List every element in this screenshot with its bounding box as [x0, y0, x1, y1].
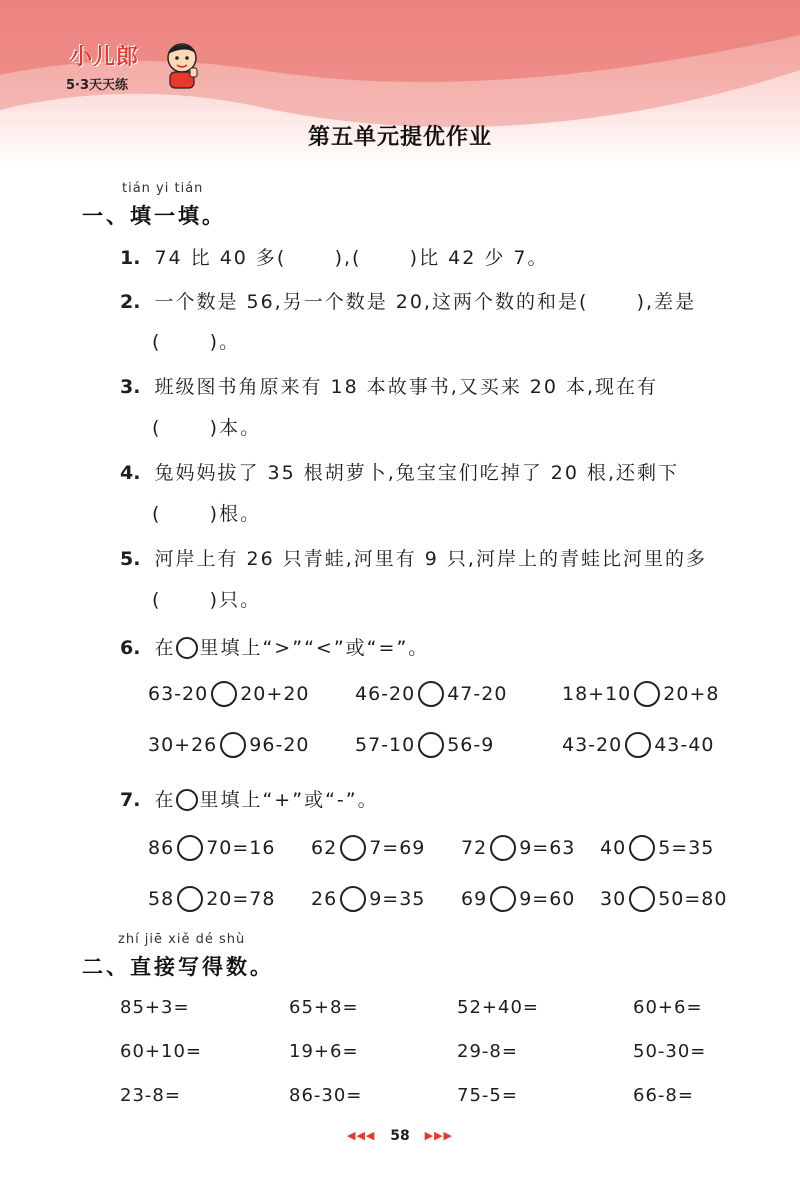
left-arrows-icon: ◀◀◀ — [346, 1129, 376, 1142]
calc-item: 19+6= — [289, 1041, 359, 1062]
question-number: 4. — [120, 462, 141, 484]
question-text: 河岸上有 26 只青蛙,河里有 9 只,河岸上的青蛙比河里的多 — [154, 548, 707, 570]
right-part: 50=80 — [658, 888, 728, 910]
question-number: 5. — [120, 548, 141, 570]
question-7 — [120, 785, 379, 812]
right-part: 9=35 — [369, 888, 426, 910]
answer-circle[interactable] — [211, 681, 237, 707]
answer-circle[interactable] — [629, 835, 655, 861]
page-footer — [0, 1128, 800, 1144]
calc-item: 86-30= — [289, 1085, 363, 1106]
calc-item: 65+8= — [289, 997, 359, 1018]
right-part: 9=63 — [519, 837, 576, 859]
calc-item: 23-8= — [120, 1085, 181, 1106]
answer-circle[interactable] — [340, 835, 366, 861]
left-expression: 30+26 — [148, 734, 218, 756]
right-part: 70=16 — [206, 837, 276, 859]
right-part: 9=60 — [519, 888, 576, 910]
question-text: 74 比 40 多( ),( )比 42 少 7。 — [154, 247, 549, 269]
question-5 — [120, 544, 707, 571]
operator-circle-icon — [176, 789, 198, 811]
answer-circle[interactable] — [418, 681, 444, 707]
answer-circle[interactable] — [490, 835, 516, 861]
compare-item — [148, 732, 310, 758]
page-number: 58 — [390, 1128, 410, 1144]
compare-circle-icon — [176, 637, 198, 659]
operator-item — [311, 835, 425, 861]
question-text: 兔妈妈拔了 35 根胡萝卜,兔宝宝们吃掉了 20 根,还剩下 — [154, 462, 680, 484]
answer-circle[interactable] — [629, 886, 655, 912]
question-1 — [120, 243, 548, 270]
operator-item — [600, 886, 727, 912]
question-5-line2: ( )只。 — [152, 589, 262, 611]
calc-item: 60+6= — [633, 997, 703, 1018]
question-number: 6. — [120, 637, 141, 659]
mascot-icon — [160, 40, 204, 90]
operator-item — [148, 835, 275, 861]
answer-circle[interactable] — [634, 681, 660, 707]
left-operand: 72 — [461, 837, 488, 859]
question-3 — [120, 372, 658, 399]
right-part: 7=69 — [369, 837, 426, 859]
left-expression: 18+10 — [562, 683, 632, 705]
calc-item: 60+10= — [120, 1041, 202, 1062]
right-expression: 47-20 — [447, 683, 508, 705]
left-operand: 62 — [311, 837, 338, 859]
operator-item — [461, 835, 575, 861]
page-title: 第五单元提优作业 — [307, 125, 492, 150]
left-operand: 69 — [461, 888, 488, 910]
left-operand: 30 — [600, 888, 627, 910]
section1-pinyin: tián yi tián — [122, 181, 204, 196]
question-2 — [120, 287, 696, 314]
left-operand: 40 — [600, 837, 627, 859]
section2-pinyin: zhí jiē xiě dé shù — [118, 932, 246, 947]
brand-logo: 小儿郎 — [70, 44, 140, 70]
series-label: 5·3天天练 — [66, 78, 129, 93]
compare-item — [148, 681, 310, 707]
question-text-post: 里填上“>”“<”或“=”。 — [199, 637, 430, 659]
question-3-line2: ( )本。 — [152, 417, 262, 439]
left-operand: 58 — [148, 888, 175, 910]
question-text-pre: 在 — [154, 789, 176, 811]
calc-item: 75-5= — [457, 1085, 518, 1106]
left-operand: 26 — [311, 888, 338, 910]
compare-item — [562, 681, 719, 707]
question-number: 3. — [120, 376, 141, 398]
compare-item — [562, 732, 714, 758]
calc-item: 50-30= — [633, 1041, 707, 1062]
left-expression: 43-20 — [562, 734, 623, 756]
answer-circle[interactable] — [418, 732, 444, 758]
calc-item: 85+3= — [120, 997, 190, 1018]
right-expression: 56-9 — [447, 734, 495, 756]
calc-item: 66-8= — [633, 1085, 694, 1106]
question-number: 7. — [120, 789, 141, 811]
right-expression: 20+8 — [663, 683, 720, 705]
right-arrows-icon: ▶▶▶ — [424, 1129, 453, 1142]
question-number: 1. — [120, 247, 141, 269]
left-expression: 46-20 — [355, 683, 416, 705]
answer-circle[interactable] — [340, 886, 366, 912]
question-4 — [120, 458, 679, 485]
compare-item — [355, 681, 507, 707]
operator-item — [600, 835, 714, 861]
section2-heading: 二、直接写得数。 — [82, 955, 274, 979]
answer-circle[interactable] — [220, 732, 246, 758]
operator-item — [148, 886, 275, 912]
answer-circle[interactable] — [177, 835, 203, 861]
question-number: 2. — [120, 291, 141, 313]
calc-item: 52+40= — [457, 997, 539, 1018]
left-operand: 86 — [148, 837, 175, 859]
answer-circle[interactable] — [490, 886, 516, 912]
question-6 — [120, 633, 429, 660]
question-2-line2: ( )。 — [152, 331, 241, 353]
answer-circle[interactable] — [177, 886, 203, 912]
question-text-post: 里填上“+”或“-”。 — [199, 789, 379, 811]
left-expression: 57-10 — [355, 734, 416, 756]
operator-item — [311, 886, 425, 912]
right-part: 20=78 — [206, 888, 276, 910]
right-expression: 96-20 — [249, 734, 310, 756]
calc-item: 29-8= — [457, 1041, 518, 1062]
right-expression: 20+20 — [240, 683, 310, 705]
right-expression: 43-40 — [654, 734, 715, 756]
question-4-line2: ( )根。 — [152, 503, 262, 525]
section1-heading: 一、填一填。 — [82, 204, 226, 228]
question-text: 一个数是 56,另一个数是 20,这两个数的和是( ),差是 — [154, 291, 697, 313]
question-text: 班级图书角原来有 18 本故事书,又买来 20 本,现在有 — [154, 376, 659, 398]
right-part: 5=35 — [658, 837, 715, 859]
left-expression: 63-20 — [148, 683, 209, 705]
question-text-pre: 在 — [154, 637, 176, 659]
answer-circle[interactable] — [625, 732, 651, 758]
compare-item — [355, 732, 494, 758]
operator-item — [461, 886, 575, 912]
